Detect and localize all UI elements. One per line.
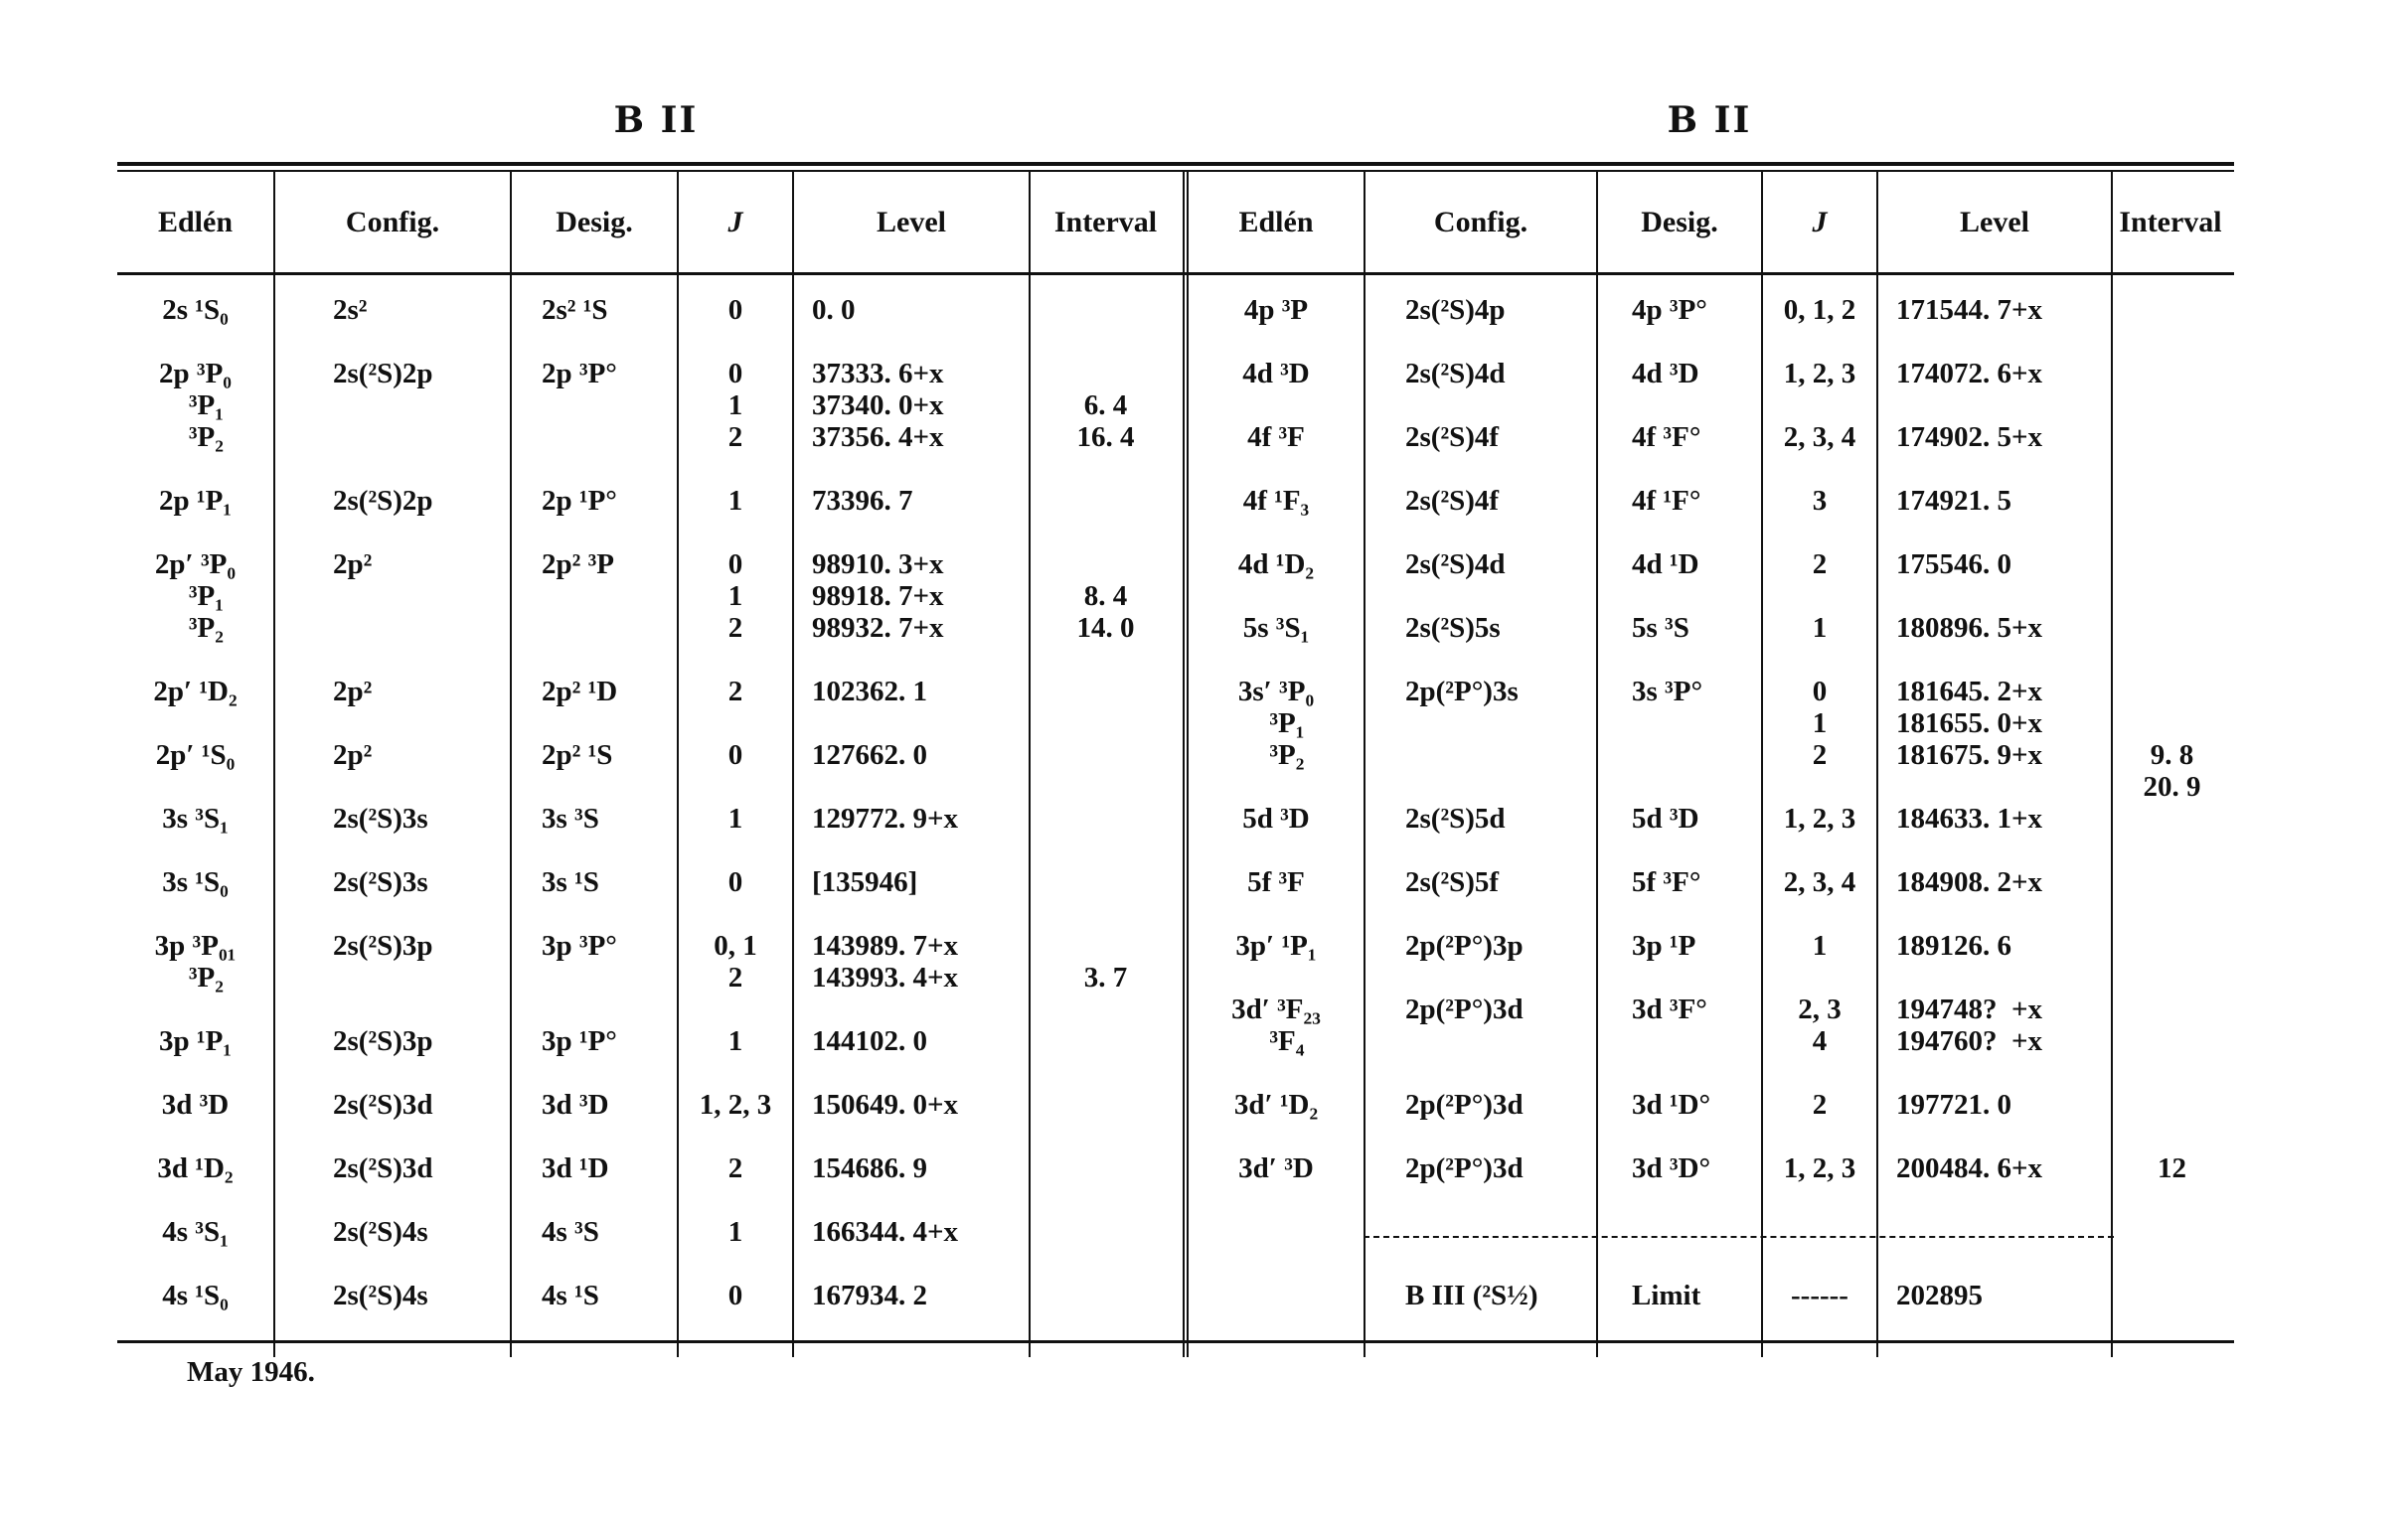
right-levels-table — [1183, 172, 2234, 1357]
header-j: J — [678, 172, 793, 272]
left-table-title: B II — [613, 99, 699, 141]
left-level-column: 0. 0 37333. 6+x 37340. 0+x 37356. 4+x 73396. 7 98910. 3+x 98918. 7+x 98932. 7+x 102362. 1 127662. 0 129772. 9+x [135946] 143989. 7+x 143993. 4+x 144102. 0 150649. 0+x 154686. 9 166344. 4+x 167934. 2 — [793, 272, 1030, 1357]
right-desig-column: 4p ³P° 4d ³D 4f ³F° 4f ¹F° 4d ¹D 5s ³S 3s ³P° 5d ³D 5f ³F° 3p ¹P 3d ³F° 3d ¹D° 3d ³D° Limit — [1597, 272, 1762, 1357]
top-rule-thick — [117, 162, 2234, 166]
header-desig: Desig. — [1597, 172, 1762, 272]
header-interval: Interval — [1053, 205, 1158, 238]
right-interval-column: 9. 8 20. 9 12 — [2143, 739, 2201, 1184]
limit-dashed-rule — [1364, 1236, 2114, 1238]
left-levels-table — [117, 172, 1181, 1357]
right-edlen-column: 4p ³P 4d ³D 4f ³F 4f ¹F₃ 4d ¹D₂ 5s ³S₁ 3s′ ³P₀ ³P₁ ³P₂ 5d ³D 5f ³F 3p′ ¹P₁ 3d′ ³F₂₃ ³F₄ 3d′ ¹D₂ 3d′ ³D — [1186, 272, 1365, 1357]
header-config: Config. — [1365, 172, 1597, 272]
header-level: Level — [1877, 172, 2112, 272]
header-j: J — [1762, 172, 1877, 272]
bottom-rule — [117, 1340, 2234, 1343]
left-config-column: 2s² 2s(²S)2p 2s(²S)2p 2p² 2p² 2p² 2s(²S)3s 2s(²S)3s 2s(²S)3p 2s(²S)3p 2s(²S)3d 2s(²S)3d 2s(²S)4s 2s(²S)4s — [274, 272, 511, 1357]
header-edlen: Edlén — [117, 172, 274, 272]
right-config-column: 2s(²S)4p 2s(²S)4d 2s(²S)4f 2s(²S)4f 2s(²S)4d 2s(²S)5s 2p(²P°)3s 2s(²S)5d 2s(²S)5f 2p(²P°)3p 2p(²P°)3d 2p(²P°)3d 2p(²P°)3d B III (²S½) — [1365, 272, 1597, 1357]
footer-date: May 1946. — [187, 1356, 315, 1388]
header-level: Level — [793, 172, 1030, 272]
header-desig: Desig. — [511, 172, 678, 272]
right-level-column: 171544. 7+x 174072. 6+x 174902. 5+x 174921. 5 175546. 0 180896. 5+x 181645. 2+x 181655. 0+x 181675. 9+x 184633. 1+x 184908. 2+x 189126. 6 194748? +x 194760? +x 197721. 0 200484. 6+x 202895 — [1877, 272, 2112, 1357]
header-config: Config. — [274, 172, 511, 272]
right-table-title: B II — [1667, 99, 1752, 141]
header-edlen: Edlén — [1186, 172, 1365, 272]
left-j-column: 0 0 1 2 1 0 1 2 2 0 1 0 0, 1 2 1 1, 2, 3 2 1 0 — [678, 272, 793, 1357]
header-rule — [117, 272, 2234, 275]
left-desig-column: 2s² ¹S 2p ³P° 2p ¹P° 2p² ³P 2p² ¹D 2p² ¹S 3s ³S 3s ¹S 3p ³P° 3p ¹P° 3d ³D 3d ¹D 4s ³S 4s ¹S — [511, 272, 678, 1357]
left-edlen-column: 2s ¹S₀ 2p ³P₀ ³P₁ ³P₂ 2p ¹P₁ 2p′ ³P₀ ³P₁ ³P₂ 2p′ ¹D₂ 2p′ ¹S₀ 3s ³S₁ 3s ¹S₀ 3p ³P₀₁ ³P₂ 3p ¹P₁ 3d ³D 3d ¹D₂ 4s ³S₁ 4s ¹S₀ — [117, 272, 274, 1357]
header-interval: Interval — [2119, 205, 2222, 238]
left-interval-column: 6. 4 16. 4 8. 4 14. 0 3. 7 — [1076, 389, 1135, 994]
right-j-column: 0, 1, 2 1, 2, 3 2, 3, 4 3 2 1 0 1 2 1, 2, 3 2, 3, 4 1 2, 3 4 2 1, 2, 3 ------ — [1762, 272, 1877, 1357]
